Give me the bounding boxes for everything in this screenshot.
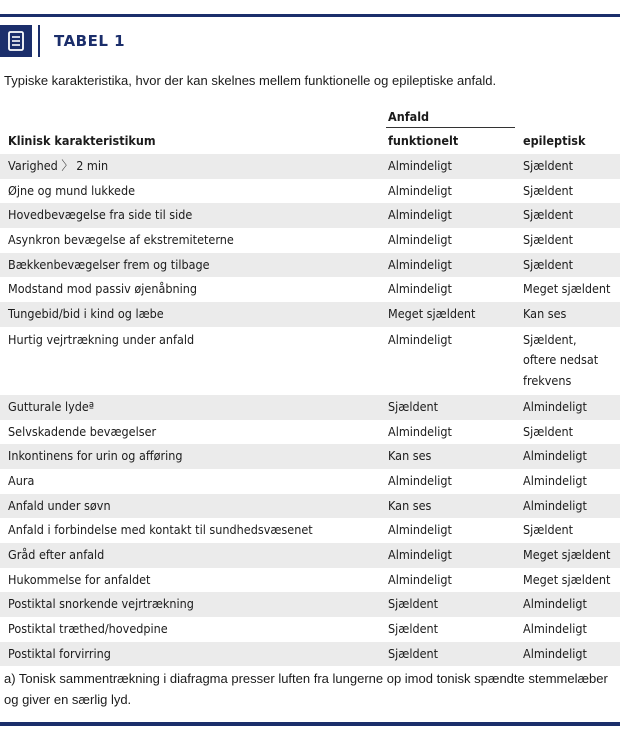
- table-row: [0, 592, 620, 617]
- row-label: Anfald i forbindelse med kontakt til sundhedsvæsenet: [8, 522, 313, 538]
- table-row: [0, 518, 620, 543]
- top-rule: [0, 14, 620, 17]
- table-row: [0, 179, 620, 204]
- column-header-funktionelt: funktionelt: [388, 133, 459, 148]
- row-label: Asynkron bevægelse af ekstremiteterne: [8, 232, 234, 248]
- row-label: Bækkenbevægelser frem og tilbage: [8, 256, 210, 272]
- cell-funktionelt: Almindeligt: [388, 158, 452, 173]
- cell-funktionelt: Meget sjældent: [388, 306, 476, 322]
- cell-funktionelt: Almindeligt: [388, 207, 452, 223]
- cell-funktionelt: Almindeligt: [388, 522, 452, 538]
- table-row: [0, 277, 620, 302]
- table-row: [0, 203, 620, 228]
- table-body: [0, 154, 620, 666]
- cell-epileptisk: Sjældent: [523, 522, 574, 538]
- cell-funktionelt: Sjældent: [388, 621, 439, 636]
- table-caption: Typiske karakteristika, hvor der kan skelnes mellem funktionelle og epileptiske anfald.: [4, 73, 497, 88]
- cell-epileptisk: Kan ses: [523, 306, 567, 322]
- table-row: [0, 543, 620, 568]
- table-row: [0, 420, 620, 445]
- cell-funktionelt: Kan ses: [388, 448, 432, 464]
- row-label: Hurtig vejrtrækning under anfald: [8, 331, 195, 347]
- table-header: [0, 24, 125, 58]
- table-row: [0, 494, 620, 519]
- cell-funktionelt: Almindeligt: [388, 331, 452, 347]
- table-row: [0, 642, 620, 667]
- table-row: [0, 327, 620, 395]
- column-header-epileptisk: epileptisk: [523, 133, 586, 148]
- cell-epileptisk: Sjældent: [523, 423, 574, 439]
- cell-epileptisk: Almindeligt: [523, 398, 587, 414]
- table-row: [0, 302, 620, 327]
- row-label: Gråd efter anfald: [8, 546, 105, 562]
- column-header-karakteristikum: Klinisk karakteristikum: [8, 133, 156, 148]
- row-label: Inkontinens for urin og afføring: [8, 448, 183, 464]
- table-row: [0, 228, 620, 253]
- row-label: Modstand mod passiv øjenåbning: [8, 281, 198, 297]
- row-label: Aura: [8, 472, 35, 488]
- cell-epileptisk: Meget sjældent: [523, 571, 611, 587]
- row-label: Hukommelse for anfaldet: [8, 571, 151, 587]
- cell-funktionelt: Almindeligt: [388, 546, 452, 562]
- row-label: Tungebid/bid i kind og læbe: [8, 306, 164, 322]
- cell-epileptisk: Sjældent: [523, 207, 574, 223]
- bottom-rule: [0, 722, 620, 726]
- cell-epileptisk: Sjældent: [523, 158, 574, 173]
- row-label: Varighed 〉 2 min: [8, 158, 109, 173]
- cell-funktionelt: Almindeligt: [388, 256, 452, 272]
- cell-epileptisk: Sjældent: [523, 256, 574, 272]
- cell-epileptisk: Almindeligt: [523, 448, 587, 464]
- cell-funktionelt: Sjældent: [388, 398, 439, 414]
- row-label: Anfald under søvn: [8, 497, 111, 513]
- group-header-anfald: Anfald: [388, 109, 430, 124]
- table-row: [0, 253, 620, 278]
- cell-funktionelt: Almindeligt: [388, 182, 452, 198]
- row-label: Postiktal træthed/hovedpine: [8, 621, 168, 636]
- row-label: Øjne og mund lukkede: [8, 182, 136, 198]
- table-row: [0, 154, 620, 179]
- row-label: Postiktal forvirring: [8, 645, 111, 661]
- group-header-rule: [386, 127, 515, 128]
- table-row: [0, 617, 620, 642]
- cell-epileptisk: Sjældent: [523, 182, 574, 198]
- cell-funktionelt: Sjældent: [388, 645, 439, 661]
- cell-funktionelt: Almindeligt: [388, 472, 452, 488]
- cell-funktionelt: Almindeligt: [388, 232, 452, 248]
- table-row: [0, 444, 620, 469]
- table-row: [0, 395, 620, 420]
- row-label: Postiktal snorkende vejrtrækning: [8, 596, 194, 612]
- cell-epileptisk: Almindeligt: [523, 621, 587, 636]
- cell-epileptisk: Meget sjældent: [523, 546, 611, 562]
- table-row: [0, 568, 620, 593]
- row-label: Selvskadende bevægelser: [8, 423, 157, 439]
- table-title: TABEL 1: [54, 32, 126, 50]
- cell-funktionelt: Almindeligt: [388, 281, 452, 297]
- cell-funktionelt: Kan ses: [388, 497, 432, 513]
- cell-funktionelt: Almindeligt: [388, 423, 452, 439]
- cell-epileptisk: Meget sjældent: [523, 281, 611, 297]
- document-list-icon: [0, 25, 32, 57]
- row-label: Gutturale lydeª: [8, 398, 95, 414]
- header-divider: [38, 25, 40, 57]
- cell-epileptisk: Sjældent: [523, 232, 574, 248]
- cell-epileptisk: Sjældent, oftere nedsat frekvens: [523, 331, 599, 388]
- table-row: [0, 469, 620, 494]
- row-label: Hovedbevægelse fra side til side: [8, 207, 193, 223]
- cell-epileptisk: Almindeligt: [523, 596, 587, 612]
- cell-epileptisk: Almindeligt: [523, 497, 587, 513]
- cell-funktionelt: Sjældent: [388, 596, 439, 612]
- cell-funktionelt: Almindeligt: [388, 571, 452, 587]
- cell-epileptisk: Almindeligt: [523, 472, 587, 488]
- table-footnote: a) Tonisk sammentrækning i diafragma presser luften fra lungerne op imod tonisk spændte stemmelæber og giver en særlig lyd.: [4, 671, 608, 707]
- cell-epileptisk: Almindeligt: [523, 645, 587, 661]
